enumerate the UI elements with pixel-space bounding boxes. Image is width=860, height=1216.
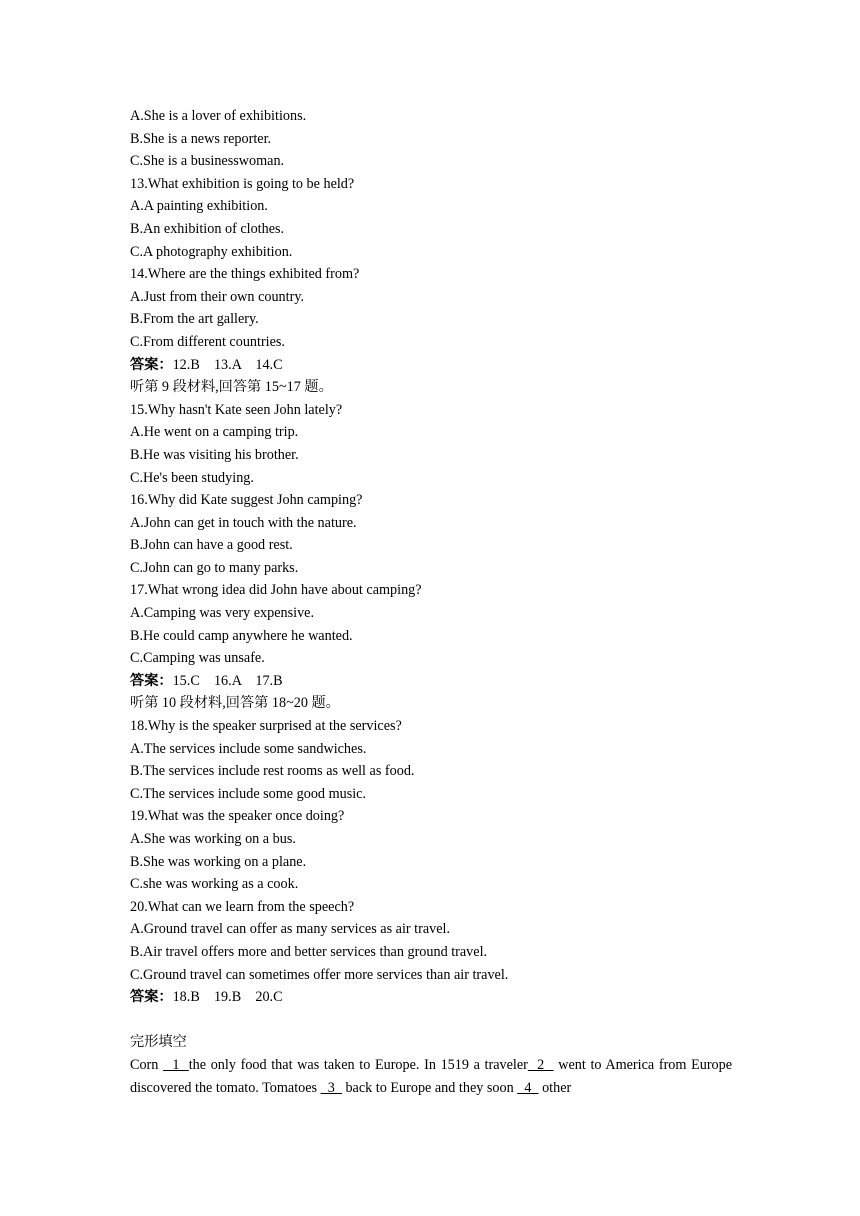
option-line: C.John can go to many parks. <box>130 559 299 576</box>
option-line: B.An exhibition of clothes. <box>130 220 285 237</box>
question-13: 13.What exhibition is going to be held? <box>130 175 355 192</box>
question-15: 15.Why hasn't Kate seen John lately? <box>130 401 343 418</box>
option-line: C.She is a businesswoman. <box>130 153 285 170</box>
question-16: 16.Why did Kate suggest John camping? <box>130 492 363 509</box>
option-line: B.He could camp anywhere he wanted. <box>130 627 353 644</box>
question-14: 14.Where are the things exhibited from? <box>130 266 360 283</box>
option-line: A.The services include some sandwiches. <box>130 740 367 757</box>
answer-label: 答案： <box>130 356 173 373</box>
option-line: B.She is a news reporter. <box>130 130 272 147</box>
cloze-text: back to Europe and they soon <box>341 1079 518 1096</box>
option-line: B.John can have a good rest. <box>130 537 293 554</box>
option-line: C.she was working as a cook. <box>130 876 299 893</box>
option-line: C.He's been studying. <box>130 469 254 486</box>
option-line: B.She was working on a plane. <box>130 853 307 870</box>
option-line: C.Camping was unsafe. <box>130 650 265 667</box>
answer-text: 18.B 19.B 20.C <box>172 989 283 1006</box>
answer-label: 答案： <box>130 672 173 689</box>
option-line: A.John can get in touch with the nature. <box>130 514 357 531</box>
question-17: 17.What wrong idea did John have about camping? <box>130 582 422 599</box>
option-line: A.She is a lover of exhibitions. <box>130 108 307 124</box>
option-line: A.A painting exhibition. <box>130 198 268 215</box>
option-line: C.A photography exhibition. <box>130 243 293 260</box>
cloze-passage <box>130 1054 732 1099</box>
cloze-blank-2: 2 <box>527 1056 554 1073</box>
cloze-blank-3: 3 <box>320 1079 342 1096</box>
spacer <box>130 1009 732 1032</box>
answer-label: 答案： <box>130 989 173 1006</box>
option-line: C.Ground travel can sometimes offer more services than air travel. <box>130 966 509 983</box>
cloze-text: the only food that was taken to Europe. In 1519 a traveler <box>188 1056 528 1073</box>
option-line: A.He went on a camping trip. <box>130 424 299 441</box>
option-line: A.Camping was very expensive. <box>130 605 315 622</box>
answer-line-3 <box>130 986 732 1009</box>
answer-text: 15.C 16.A 17.B <box>172 672 283 689</box>
cloze-text: Corn <box>130 1056 164 1073</box>
answer-line-1 <box>130 354 732 377</box>
option-line: A.She was working on a bus. <box>130 831 296 847</box>
cloze-blank-4: 4 <box>517 1079 539 1096</box>
section-10-instruction: 听第 10 段材料,回答第 18~20 题。 <box>130 695 340 712</box>
section-9-instruction: 听第 9 段材料,回答第 15~17 题。 <box>130 379 333 396</box>
option-line: B.The services include rest rooms as well as food. <box>130 763 415 780</box>
document-content <box>130 105 732 1099</box>
cloze-text: went to America from Europe discovered the tomato. Tomatoes <box>130 1056 733 1096</box>
option-line: A.Ground travel can offer as many services as air travel. <box>130 921 451 938</box>
cloze-blank-1: 1 <box>163 1056 189 1073</box>
option-line: C.The services include some good music. <box>130 785 367 802</box>
option-line: B.From the art gallery. <box>130 311 259 328</box>
answer-text: 12.B 13.A 14.C <box>172 356 283 373</box>
option-line: C.From different countries. <box>130 333 285 350</box>
option-line: B.He was visiting his brother. <box>130 446 299 463</box>
option-line: A.Just from their own country. <box>130 288 305 305</box>
option-line: B.Air travel offers more and better services than ground travel. <box>130 943 488 960</box>
question-18: 18.Why is the speaker surprised at the services? <box>130 718 402 735</box>
answer-line-2 <box>130 670 732 693</box>
question-19: 19.What was the speaker once doing? <box>130 808 345 825</box>
cloze-text: other <box>538 1079 572 1096</box>
cloze-heading: 完形填空 <box>130 1034 187 1051</box>
question-20: 20.What can we learn from the speech? <box>130 898 355 915</box>
